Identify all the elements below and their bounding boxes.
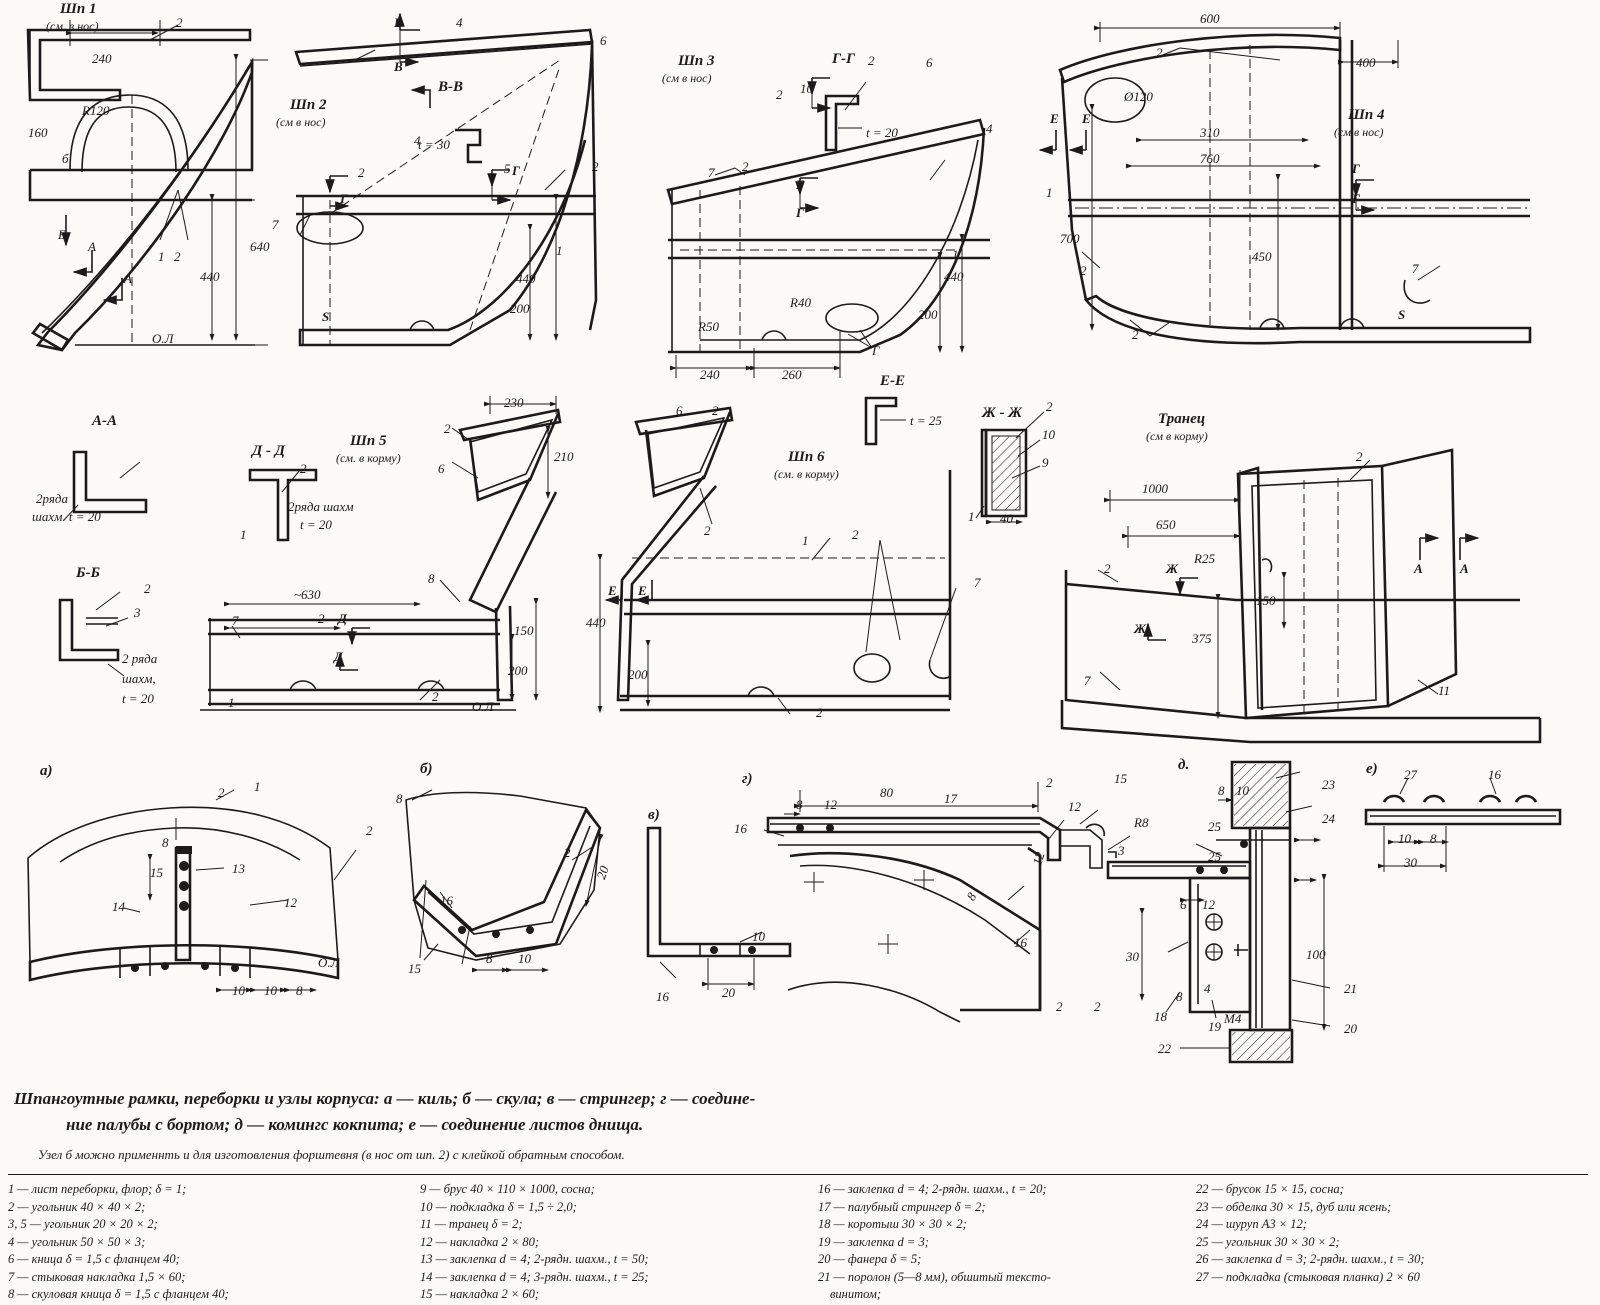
callout-gg-2: 2 bbox=[776, 87, 783, 102]
callout-f3-1: 1 bbox=[952, 247, 959, 262]
dim-tr-650: 650 bbox=[1156, 517, 1176, 532]
callout-b-2: 2 bbox=[564, 845, 571, 860]
dd-2rows: 2ряда шахм bbox=[288, 499, 354, 514]
dim-f1-640: 640 bbox=[250, 239, 270, 254]
legend-divider bbox=[8, 1174, 1588, 1175]
callout-b-16: 16 bbox=[440, 893, 453, 908]
callout-f6-1: 1 bbox=[802, 533, 809, 548]
callout-g-16: 16 bbox=[734, 821, 747, 836]
callout-d-25b: 25 bbox=[1208, 849, 1221, 864]
dim-f6-200: 200 bbox=[628, 667, 648, 682]
callout-f1-1: 1 bbox=[158, 249, 165, 264]
frame-6-subtitle: (см. в корму) bbox=[774, 467, 839, 481]
callout-f1-B: Б bbox=[58, 227, 66, 242]
callout-f2-6: 6 bbox=[600, 33, 607, 48]
callout-d-19: 19 bbox=[1208, 1019, 1221, 1034]
dim-f1-440: 440 bbox=[200, 269, 220, 284]
callout-zh-1: 1 bbox=[968, 509, 975, 524]
callout-a-2: 2 bbox=[218, 785, 225, 800]
legend-item: 20 — фанера δ = 5; bbox=[818, 1252, 922, 1266]
detail-v-stringer bbox=[648, 828, 790, 990]
callout-f6-7: 7 bbox=[974, 575, 981, 590]
callout-tr-7: 7 bbox=[1084, 673, 1091, 688]
callout-f5-2b: 2 bbox=[318, 611, 325, 626]
dim-g-8c: 8 bbox=[963, 889, 980, 904]
callout-d-23: 23 bbox=[1322, 777, 1335, 792]
panel-label-a: а) bbox=[40, 763, 53, 779]
dim-b-8: 8 bbox=[486, 951, 493, 966]
section-ee-title: Е-Е bbox=[880, 373, 906, 389]
legend-item: 19 — заклепка d = 3; bbox=[818, 1234, 929, 1249]
callout-f2-S: S bbox=[322, 309, 330, 324]
frame-5-subtitle: (см. в корму) bbox=[336, 451, 401, 465]
dim-tr-1000: 1000 bbox=[1142, 481, 1168, 496]
callout-b-15: 15 bbox=[408, 961, 421, 976]
detail-b-chine bbox=[406, 790, 600, 970]
callout-f2-G2: Г bbox=[340, 191, 348, 206]
dim-g-r8: R8 bbox=[1134, 815, 1149, 830]
bb-3: 3 bbox=[134, 605, 141, 620]
dim-d-100: 100 bbox=[1306, 947, 1326, 962]
callout-f2-V2: В bbox=[394, 59, 403, 74]
frame-1-title: Шп 1 bbox=[60, 1, 97, 17]
dim-a-8b: 8 bbox=[296, 983, 303, 998]
dim-f3-440: 440 bbox=[944, 269, 964, 284]
dim-b-10: 10 bbox=[518, 951, 531, 966]
dim-tr-150: 150 bbox=[1256, 593, 1276, 608]
callout-g-2b: 2 bbox=[1056, 999, 1063, 1014]
panel-label-d: д. bbox=[1178, 757, 1190, 773]
section-vv-title: В-В bbox=[438, 79, 464, 95]
callout-a-1: 1 bbox=[254, 779, 261, 794]
legend-item: 3, 5 — угольник 20 × 20 × 2; bbox=[8, 1217, 158, 1231]
dim-f5-630: ~630 bbox=[294, 587, 321, 602]
dim-f4-600: 600 bbox=[1200, 11, 1220, 26]
dim-a-10b: 10 bbox=[264, 983, 277, 998]
callout-f5-6: 6 bbox=[438, 461, 445, 476]
callout-f2-5: 5 bbox=[504, 161, 511, 176]
dim-g-12c: 12 bbox=[1029, 850, 1048, 867]
dim-f4-700: 700 bbox=[1060, 231, 1080, 246]
dim-f1-240: 240 bbox=[92, 51, 112, 66]
bb-t20: t = 20 bbox=[122, 691, 154, 706]
legend-column-4 bbox=[1196, 1182, 1596, 1287]
callout-gg-2b: 2 bbox=[868, 53, 875, 68]
legend-item: 11 — транец δ = 2; bbox=[420, 1217, 523, 1231]
dim-d-30: 30 bbox=[1126, 949, 1139, 964]
dim-f4-760: 760 bbox=[1200, 151, 1220, 166]
callout-tr-A2: А bbox=[1460, 561, 1469, 576]
figure-note: Узел б можно применнть и для изготовления форштевня (в нос от шп. 2) с клейкой обратным способом. bbox=[38, 1147, 625, 1162]
dim-g-12: 12 bbox=[824, 797, 837, 812]
transom-subtitle: (см в корму) bbox=[1146, 429, 1208, 443]
callout-f6-2a: 2 bbox=[712, 403, 719, 418]
frame-3-subtitle: (см в нос) bbox=[662, 71, 712, 85]
frame-6-drawing bbox=[600, 408, 956, 714]
dim-d-12: 12 bbox=[1202, 897, 1215, 912]
section-dd-title: Д - Д bbox=[252, 443, 285, 459]
callout-d-21: 21 bbox=[1344, 981, 1357, 996]
callout-g-17: 17 bbox=[944, 791, 957, 806]
dim-f4-400: 400 bbox=[1356, 55, 1376, 70]
panel-label-e: е) bbox=[1366, 761, 1378, 777]
detail-a-keel bbox=[28, 790, 356, 990]
legend-item: 24 — шуруп А3 × 12; bbox=[1196, 1217, 1307, 1231]
dim-f1-ol: О.Л bbox=[152, 331, 174, 346]
aa-2rows: 2ряда bbox=[36, 491, 68, 506]
dim-d-10: 10 bbox=[1236, 783, 1249, 798]
callout-f6-E2: Е bbox=[638, 583, 647, 598]
callout-f3-4: 4 bbox=[986, 121, 993, 136]
transom-title: Транец bbox=[1158, 411, 1206, 427]
callout-e-27: 27 bbox=[1404, 767, 1417, 782]
dim-f2-200: 200 bbox=[510, 301, 530, 316]
callout-e-16: 16 bbox=[1488, 767, 1501, 782]
legend-column-2 bbox=[420, 1182, 810, 1305]
dim-e-8: 8 bbox=[1430, 831, 1437, 846]
callout-f4-E2: Е bbox=[1082, 111, 1091, 126]
dim-f3-260: 260 bbox=[782, 367, 802, 382]
callout-a-14: 14 bbox=[112, 899, 125, 914]
dim-d-6: 6 bbox=[1180, 897, 1187, 912]
callout-f4-G2: Г bbox=[1352, 191, 1360, 206]
legend-item: 6 — кница δ = 1,5 с фланцем 40; bbox=[8, 1252, 180, 1266]
callout-f4-2c: 2 bbox=[1132, 327, 1139, 342]
bb-2rows: 2 ряда bbox=[122, 651, 158, 666]
detail-e-bottom-joint bbox=[1366, 778, 1560, 872]
dd-2: 2 bbox=[300, 461, 307, 476]
gg-t20: t = 20 bbox=[866, 125, 898, 140]
dim-g-12b: 12 bbox=[1068, 799, 1081, 814]
callout-f4-G1: Г bbox=[1352, 161, 1360, 176]
callout-d-18: 18 bbox=[1154, 1009, 1167, 1024]
dim-tr-375: 375 bbox=[1192, 631, 1212, 646]
callout-f4-1: 1 bbox=[1046, 185, 1053, 200]
dim-f3-r50: R50 bbox=[698, 319, 719, 334]
dim-f5-150: 150 bbox=[514, 623, 534, 638]
dd-1: 1 bbox=[240, 527, 247, 542]
callout-d-20: 20 bbox=[1344, 1021, 1357, 1036]
callout-a-12: 12 bbox=[284, 895, 297, 910]
dim-f4-450: 450 bbox=[1252, 249, 1272, 264]
callout-g-2: 2 bbox=[1046, 775, 1053, 790]
callout-zh-9: 9 bbox=[1042, 455, 1049, 470]
callout-f3-G2: Г bbox=[796, 205, 804, 220]
dim-e-10: 10 bbox=[1398, 831, 1411, 846]
callout-f6-2d: 2 bbox=[816, 705, 823, 720]
dim-f5-210: 210 bbox=[554, 449, 574, 464]
callout-f4-2a: 2 bbox=[1156, 45, 1163, 60]
figure-caption-line2: ние палубы с бортом; д — комингс кокпита; е — соединение листов днища. bbox=[66, 1115, 644, 1134]
dim-g-3: 3 bbox=[1118, 843, 1125, 858]
dim-f3-200: 200 bbox=[918, 307, 938, 322]
legend-item: 2 — угольник 40 × 40 × 2; bbox=[8, 1199, 146, 1214]
dim-a-ol: О.Л bbox=[318, 955, 340, 970]
legend-column-1 bbox=[8, 1182, 408, 1305]
panel-label-v: в) bbox=[648, 807, 660, 823]
dim-e-30: 30 bbox=[1404, 855, 1417, 870]
legend-item: 7 — стыковая накладка 1,5 × 60; bbox=[8, 1269, 186, 1284]
legend-item: 16 — заклепка d = 4; 2-рядн. шахм., t = 20; bbox=[818, 1182, 1047, 1196]
dim-g-80: 80 bbox=[880, 785, 893, 800]
detail-d-cockpit-coaming bbox=[1108, 762, 1330, 1062]
callout-f3-G1: Г bbox=[796, 177, 804, 192]
dim-f5-ol: О.Л bbox=[472, 699, 494, 714]
callout-f5-7: 7 bbox=[232, 613, 239, 628]
legend-item: 14 — заклепка d = 4; 3-рядн. шахм., t = 25; bbox=[420, 1269, 649, 1284]
callout-b-8: 8 bbox=[396, 791, 403, 806]
callout-f2-7: 7 bbox=[272, 217, 279, 232]
transom-drawing bbox=[1062, 450, 1540, 742]
frame-2-drawing bbox=[296, 14, 596, 345]
legend-item: 1 — лист переборки, флор; δ = 1; bbox=[8, 1182, 187, 1196]
legend-item: 15 — накладка 2 × 60; bbox=[420, 1287, 540, 1301]
figure-caption-line1: Шпангоутные рамки, переборки и узлы корпуса: а — киль; б — скула; в — стрингер; г — соедине- bbox=[14, 1089, 756, 1108]
callout-d-22: 22 bbox=[1158, 1041, 1171, 1056]
callout-tr-2a: 2 bbox=[1356, 449, 1363, 464]
legend-item: 8 — скуловая кница δ = 1,5 с фланцем 40; bbox=[8, 1287, 229, 1301]
section-gg-title: Г-Г bbox=[832, 51, 856, 67]
frame-6-title: Шп 6 bbox=[788, 449, 825, 465]
callout-f5-1: 1 bbox=[228, 695, 235, 710]
frame-4-subtitle: (см в нос) bbox=[1334, 125, 1384, 139]
callout-f5-D1: Д bbox=[338, 611, 347, 626]
dim-f4-d120: Ø120 bbox=[1124, 89, 1153, 104]
frame-3-title: Шп 3 bbox=[678, 53, 715, 69]
callout-f4-E1: Е bbox=[1050, 111, 1059, 126]
frame-4-drawing bbox=[1040, 22, 1530, 343]
dim-g-8: 8 bbox=[796, 797, 803, 812]
legend-item: 23 — обделка 30 × 15, дуб или ясень; bbox=[1196, 1199, 1392, 1214]
callout-f1-A1: А bbox=[88, 239, 96, 254]
callout-d-24: 24 bbox=[1322, 811, 1335, 826]
callout-f2-1: 1 bbox=[556, 243, 563, 258]
callout-f1-A2: А bbox=[124, 271, 132, 286]
panel-label-b: б) bbox=[420, 761, 433, 777]
callout-f2-G1: Г bbox=[512, 163, 520, 178]
callout-f2-V1: В bbox=[394, 15, 403, 30]
legend-item: 4 — угольник 50 × 50 × 3; bbox=[8, 1234, 146, 1249]
callout-f1-2b: 2 bbox=[174, 249, 181, 264]
callout-f3-6: 6 bbox=[926, 55, 933, 70]
callout-f2-2b: 2 bbox=[358, 165, 365, 180]
legend-item: 22 — брусок 15 × 15, сосна; bbox=[1196, 1182, 1344, 1196]
dim-d-8b: 8 bbox=[1176, 989, 1183, 1004]
dim-zh-40: 40 bbox=[1000, 511, 1013, 526]
callout-tr-Zh2: Ж bbox=[1134, 621, 1146, 636]
dim-f3-r40: R40 bbox=[790, 295, 811, 310]
callout-f6-2c: 2 bbox=[852, 527, 859, 542]
callout-f3-2: 2 bbox=[742, 159, 749, 174]
legend-item: 12 — накладка 2 × 80; bbox=[420, 1234, 540, 1249]
callout-d-25a: 25 bbox=[1208, 819, 1221, 834]
section-details-left bbox=[60, 452, 316, 676]
callout-a-2b: 2 bbox=[366, 823, 373, 838]
callout-f5-2a: 2 bbox=[444, 421, 451, 436]
callout-f2-2: 2 bbox=[592, 159, 599, 174]
callout-zh-2: 2 bbox=[1046, 399, 1053, 414]
callout-gg-10: 10 bbox=[800, 81, 813, 96]
callout-v-16: 16 bbox=[656, 989, 669, 1004]
dim-v-20: 20 bbox=[722, 985, 735, 1000]
dim-f1-b: б bbox=[62, 151, 69, 166]
legend-item: винитом; bbox=[830, 1287, 882, 1301]
frame-4-title: Шп 4 bbox=[1348, 107, 1385, 123]
callout-f4-2b: 2 bbox=[1080, 263, 1087, 278]
frame-1-subtitle: (см. в нос) bbox=[46, 19, 99, 33]
frame-2-subtitle: (см в нос) bbox=[276, 115, 326, 129]
callout-f5-D2: Д bbox=[334, 649, 343, 664]
legend-item: 21 — поролон (5—8 мм), обшитый тексто- bbox=[818, 1269, 1051, 1284]
dim-a-15: 15 bbox=[150, 865, 163, 880]
dim-f5-200: 200 bbox=[508, 663, 528, 678]
callout-zh-10: 10 bbox=[1042, 427, 1055, 442]
dim-f4-310: 310 bbox=[1200, 125, 1220, 140]
dim-f2-440: 440 bbox=[516, 271, 536, 286]
section-aa-title: А-А bbox=[92, 413, 118, 429]
frame-5-title: Шп 5 bbox=[350, 433, 387, 449]
legend-item: 26 — заклепка d = 3; 2-рядн. шахм., t = 30; bbox=[1196, 1252, 1425, 1266]
callout-f4-7: 7 bbox=[1412, 261, 1419, 276]
callout-d-2: 2 bbox=[1094, 999, 1101, 1014]
callout-a-13: 13 bbox=[232, 861, 245, 876]
section-bb-title: Б-Б bbox=[76, 565, 101, 581]
dim-v-10: 10 bbox=[752, 929, 765, 944]
callout-tr-2b: 2 bbox=[1104, 561, 1111, 576]
bb-shakh: шахм, bbox=[122, 671, 156, 686]
panel-label-g: г) bbox=[742, 771, 753, 787]
callout-f3-2c: Г bbox=[872, 343, 880, 358]
aa-shakh: шахм. t = 20 bbox=[32, 509, 101, 524]
section-ee bbox=[866, 398, 906, 444]
section-vv-t: t = 30 bbox=[418, 137, 450, 152]
callout-f2-4b: 4 bbox=[414, 133, 421, 148]
legend-item: 10 — подкладка δ = 1,5 ÷ 2,0; bbox=[420, 1199, 577, 1214]
legend-item: 18 — коротыш 30 × 30 × 2; bbox=[818, 1217, 967, 1231]
bb-2: 2 bbox=[144, 581, 151, 596]
callout-f6-6: 6 bbox=[676, 403, 683, 418]
callout-f1-2a: 2 bbox=[176, 15, 183, 30]
dim-tr-r25: R25 bbox=[1194, 551, 1215, 566]
dim-a-10a: 10 bbox=[232, 983, 245, 998]
legend-item: 9 — брус 40 × 110 × 1000, сосна; bbox=[420, 1182, 595, 1196]
frame-2-title: Шп 2 bbox=[290, 97, 327, 113]
legend-item: 27 — подкладка (стыковая планка) 2 × 60 bbox=[1196, 1269, 1420, 1284]
dim-a-8: 8 bbox=[162, 835, 169, 850]
callout-g-15: 15 bbox=[1114, 771, 1127, 786]
legend-item: 25 — угольник 30 × 30 × 2; bbox=[1196, 1234, 1340, 1249]
dim-d-8: 8 bbox=[1218, 783, 1225, 798]
dd-t20: t = 20 bbox=[300, 517, 332, 532]
legend-item: 13 — заклепка d = 4; 2-рядн. шахм., t = 50; bbox=[420, 1252, 649, 1266]
callout-f3-7: 7 bbox=[708, 165, 715, 180]
dim-b-20: 20 bbox=[593, 863, 612, 882]
section-ee-t: t = 25 bbox=[910, 413, 942, 428]
callout-f2-4: 4 bbox=[456, 15, 463, 30]
callout-f5-2c: 2 bbox=[432, 689, 439, 704]
detail-g-deck-side bbox=[764, 782, 1130, 1022]
dim-f1-r120: R120 bbox=[82, 103, 110, 118]
legend-item: 17 — палубный стрингер δ = 2; bbox=[818, 1199, 986, 1214]
callout-g-16b: 16 bbox=[1014, 935, 1027, 950]
callout-f4-S: S bbox=[1398, 307, 1406, 322]
callout-tr-Zh1: Ж bbox=[1166, 561, 1178, 576]
section-zhzh bbox=[976, 412, 1044, 522]
legend-column-3 bbox=[818, 1182, 1188, 1305]
dim-f5-230: 230 bbox=[504, 395, 524, 410]
callout-f6-E1: Е bbox=[608, 583, 617, 598]
callout-f5-8: 8 bbox=[428, 571, 435, 586]
callout-tr-A1: А bbox=[1414, 561, 1423, 576]
callout-tr-11: 11 bbox=[1438, 683, 1451, 698]
callout-f6-2b: 2 bbox=[704, 523, 711, 538]
section-zhzh-title: Ж - Ж bbox=[982, 405, 1023, 421]
dim-d-4: 4 bbox=[1204, 981, 1211, 996]
frame-1-drawing bbox=[28, 20, 268, 350]
dim-f6-440: 440 bbox=[586, 615, 606, 630]
dim-f3-240: 240 bbox=[700, 367, 720, 382]
dim-d-m4: M4 bbox=[1224, 1011, 1242, 1026]
dim-f1-160: 160 bbox=[28, 125, 48, 140]
